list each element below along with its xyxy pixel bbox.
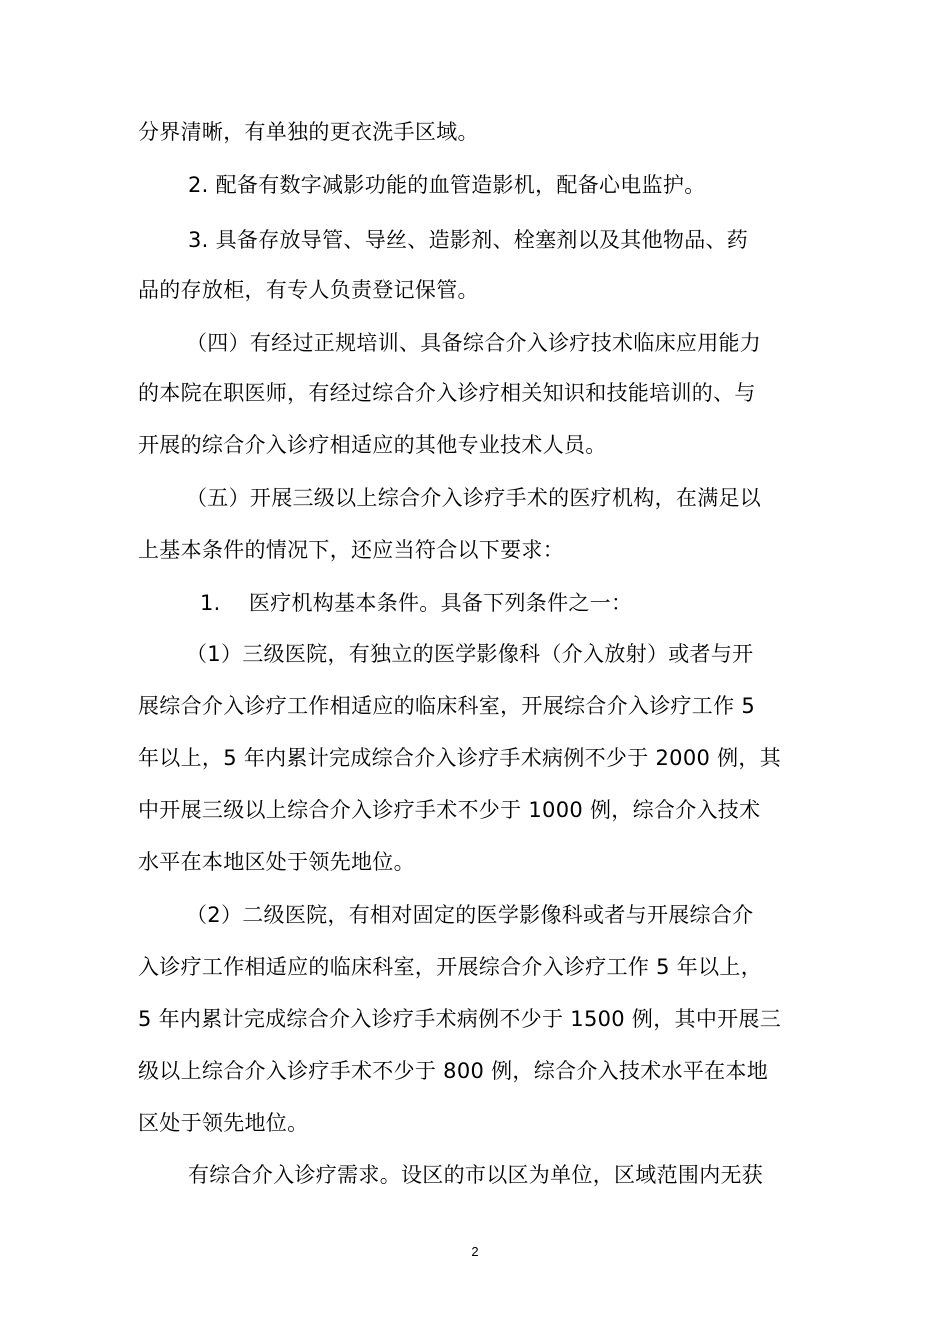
- text-line: 2. 配备有数字减影功能的血管造影机，配备心电监护。: [188, 173, 706, 197]
- text-line: 年以上，5 年内累计完成综合介入诊疗手术病例不少于 2000 例，其: [138, 746, 782, 770]
- text-line: 1. 医疗机构基本条件。具备下列条件之一：: [200, 591, 633, 615]
- text-line: 上基本条件的情况下，还应当符合以下要求：: [138, 538, 564, 562]
- text-line: 展综合介入诊疗工作相适应的临床科室，开展综合介入诊疗工作 5: [138, 694, 756, 718]
- text-line: 品的存放柜，有专人负责登记保管。: [138, 278, 479, 302]
- text-line: （1）三级医院，有独立的医学影像科（介入放射）或者与开: [186, 642, 754, 666]
- text-line: （五）开展三级以上综合介入诊疗手术的医疗机构，在满足以: [186, 486, 762, 510]
- text-line: 有综合介入诊疗需求。设区的市以区为单位，区域范围内无获: [188, 1163, 764, 1187]
- text-line: 的本院在职医师，有经过综合介入诊疗相关知识和技能培训的、与: [138, 381, 756, 405]
- text-line: 中开展三级以上综合介入诊疗手术不少于 1000 例，综合介入技术: [138, 798, 761, 822]
- page-number: 2: [471, 1244, 479, 1259]
- text-line: （四）有经过正规培训、具备综合介入诊疗技术临床应用能力: [186, 331, 762, 355]
- text-line: 分界清晰，有单独的更衣洗手区域。: [138, 120, 479, 144]
- text-line: 入诊疗工作相适应的临床科室，开展综合介入诊疗工作 5 年以上，: [138, 955, 763, 979]
- text-line: 区处于领先地位。: [138, 1111, 309, 1135]
- text-line: 5 年内累计完成综合介入诊疗手术病例不少于 1500 例，其中开展三: [138, 1007, 782, 1031]
- text-line: 开展的综合介入诊疗相适应的其他专业技术人员。: [138, 433, 607, 457]
- text-line: 3. 具备存放导管、导丝、造影剂、栓塞剂以及其他物品、药: [188, 228, 749, 252]
- text-line: （2）二级医院，有相对固定的医学影像科或者与开展综合介: [186, 903, 754, 927]
- text-line: 级以上综合介入诊疗手术不少于 800 例，综合介入技术水平在本地: [138, 1059, 769, 1083]
- text-line: 水平在本地区处于领先地位。: [138, 850, 415, 874]
